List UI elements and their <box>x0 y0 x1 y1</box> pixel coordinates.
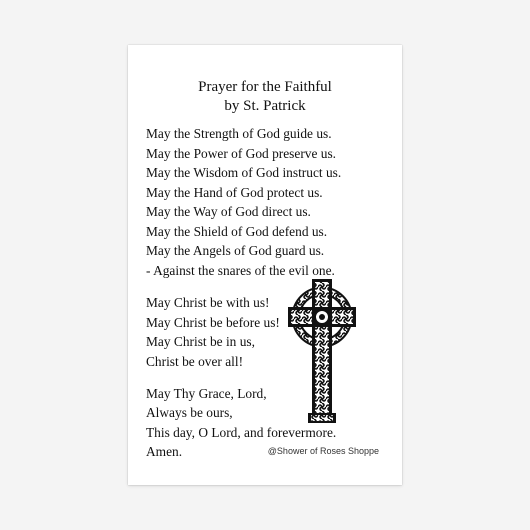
shop-credit: @Shower of Roses Shoppe <box>267 446 379 456</box>
stanza-1-line-2: May the Power of God preserve us. <box>146 146 337 161</box>
stanza-3-line-3: This day, O Lord, and forevermore. <box>146 425 337 440</box>
prayer-title <box>128 78 402 116</box>
stanza-1-line-6: May the Shield of God defend us. <box>146 224 328 239</box>
stanza-1-line-8: - Against the snares of the evil one. <box>146 263 335 278</box>
stanza-1-line-7: May the Angels of God guard us. <box>146 243 325 258</box>
stanza-1-line-3: May the Wisdom of God instruct us. <box>146 165 342 180</box>
celtic-cross-icon <box>286 275 358 427</box>
stanza-3-line-1: May Thy Grace, Lord, <box>146 386 267 401</box>
stanza-2-line-4: Christ be over all! <box>146 354 244 369</box>
stanza-1-line-5: May the Way of God direct us. <box>146 204 311 219</box>
prayer-card <box>128 45 402 485</box>
stanza-2-line-3: May Christ be in us, <box>146 334 255 349</box>
stanza-1-line-1: May the Strength of God guide us. <box>146 126 332 141</box>
stanza-3-line-2: Always be ours, <box>146 405 233 420</box>
stanza-2-line-2: May Christ be before us! <box>146 315 280 330</box>
stanza-2-line-1: May Christ be with us! <box>146 295 270 310</box>
stanza-3-line-4: Amen. <box>146 444 183 459</box>
title-line-2: by St. Patrick <box>224 98 306 114</box>
stanza-1-line-4: May the Hand of God protect us. <box>146 185 323 200</box>
title-line-1: Prayer for the Faithful <box>198 79 332 95</box>
